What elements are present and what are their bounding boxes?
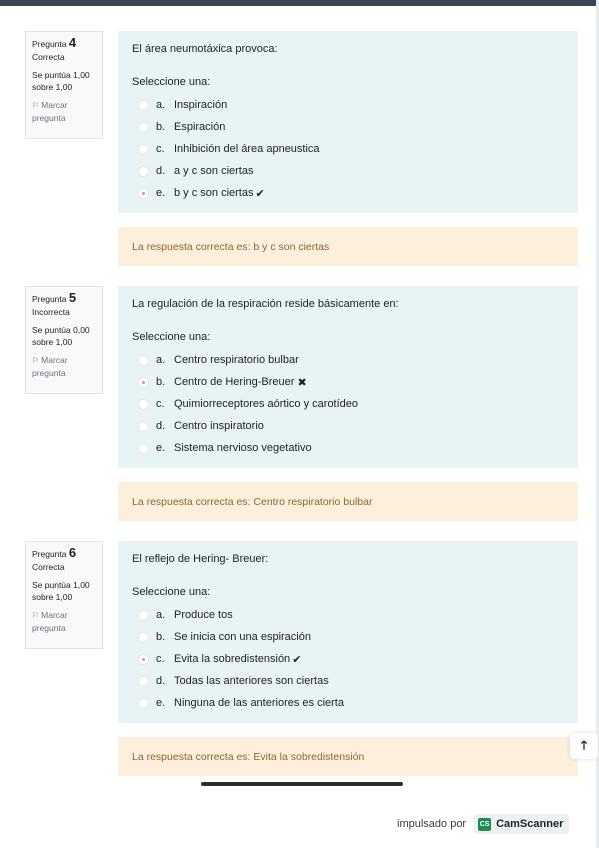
question-formulation	[118, 541, 578, 723]
answer-letter: c.	[156, 653, 165, 665]
flag-question-link[interactable]	[32, 609, 96, 634]
flag-label: Marcar pregunta	[32, 100, 68, 123]
question-label: Pregunta	[32, 549, 67, 559]
arrow-up-icon: 🡑	[580, 737, 588, 752]
radio-button[interactable]	[138, 676, 149, 687]
answer-option-e[interactable]	[132, 437, 564, 459]
question-grade: Se puntúa 1,00 sobre 1,00	[32, 580, 90, 602]
question-text: La regulación de la respiración reside básicamente en:	[132, 298, 399, 310]
answer-letter: a.	[156, 99, 166, 111]
question-text: El reflejo de Hering- Breuer:	[132, 553, 269, 565]
question-grade: Se puntúa 0,00 sobre 1,00	[32, 325, 90, 347]
question-number: 4	[68, 35, 77, 50]
radio-button-checked[interactable]	[138, 654, 149, 665]
answer-text: Todas las anteriores son ciertas	[174, 675, 329, 687]
question-label: Pregunta	[32, 39, 67, 49]
question-text: El área neumotáxica provoca:	[132, 43, 278, 55]
answer-letter: c.	[156, 143, 165, 155]
flag-icon: ⚐	[32, 101, 40, 110]
answer-option-a[interactable]	[132, 349, 564, 371]
answer-text: a y c son ciertas	[174, 165, 254, 177]
answer-option-b[interactable]	[132, 371, 564, 393]
top-bar	[0, 0, 599, 6]
flag-icon: ⚐	[32, 611, 40, 620]
answer-list	[132, 94, 564, 204]
answer-list	[132, 349, 564, 459]
correct-answer-feedback: La respuesta correcta es: b y c son ciertas	[118, 227, 578, 266]
answer-option-c[interactable]	[132, 648, 564, 670]
answer-letter: e.	[156, 697, 166, 709]
radio-button-checked[interactable]	[138, 377, 149, 388]
question-number: 6	[68, 545, 77, 560]
correct-check-icon: ✔	[255, 187, 265, 200]
answer-letter: e.	[156, 187, 166, 199]
answer-letter: b.	[156, 121, 166, 133]
answer-text: Centro de Hering-Breuer	[174, 376, 295, 388]
answer-letter: d.	[156, 165, 166, 177]
answer-letter: b.	[156, 631, 166, 643]
radio-button-checked[interactable]	[138, 188, 149, 199]
radio-button[interactable]	[138, 610, 149, 621]
question-formulation	[118, 31, 578, 213]
camscanner-logo	[474, 814, 569, 834]
answer-list	[132, 604, 564, 714]
answer-prompt: Seleccione una:	[132, 76, 211, 88]
answer-text: Sistema nervioso vegetativo	[174, 442, 312, 454]
camscanner-name: CamScanner	[496, 818, 564, 830]
radio-button[interactable]	[138, 632, 149, 643]
correct-answer-feedback: La respuesta correcta es: Evita la sobredistensión	[118, 737, 578, 776]
home-indicator	[201, 782, 403, 786]
answer-letter: c.	[156, 398, 165, 410]
question-state: Correcta	[32, 52, 65, 62]
answer-text: Inhibición del área apneustica	[174, 143, 320, 155]
answer-text: Produce tos	[174, 609, 233, 621]
answer-option-c[interactable]	[132, 138, 564, 160]
answer-option-a[interactable]	[132, 94, 564, 116]
answer-option-b[interactable]	[132, 626, 564, 648]
question-info	[25, 541, 103, 649]
question-state: Correcta	[32, 562, 65, 572]
flag-question-link[interactable]	[32, 354, 96, 379]
answer-option-e[interactable]	[132, 182, 564, 204]
flag-label: Marcar pregunta	[32, 610, 68, 633]
answer-option-d[interactable]	[132, 160, 564, 182]
question-grade: Se puntúa 1,00 sobre 1,00	[32, 70, 90, 92]
radio-button[interactable]	[138, 144, 149, 155]
flag-question-link[interactable]	[32, 99, 96, 124]
camscanner-logo-icon: CS	[478, 818, 491, 831]
radio-button[interactable]	[138, 122, 149, 133]
answer-text: Centro inspiratorio	[174, 420, 264, 432]
correct-answer-feedback: La respuesta correcta es: Centro respiratorio bulbar	[118, 482, 578, 521]
answer-text: Espiración	[174, 121, 226, 133]
answer-prompt: Seleccione una:	[132, 586, 211, 598]
radio-button[interactable]	[138, 166, 149, 177]
back-to-top-button[interactable]	[570, 733, 598, 759]
incorrect-x-icon: ✖	[297, 376, 307, 389]
answer-text: Quimiorreceptores aórtico y carotídeo	[174, 398, 359, 410]
answer-text: Se inicia con una espiración	[174, 631, 311, 643]
flag-icon: ⚐	[32, 356, 40, 365]
radio-button[interactable]	[138, 421, 149, 432]
question-formulation	[118, 286, 578, 468]
answer-letter: a.	[156, 354, 166, 366]
question-info	[25, 286, 103, 394]
answer-option-b[interactable]	[132, 116, 564, 138]
answer-prompt: Seleccione una:	[132, 331, 211, 343]
answer-letter: d.	[156, 420, 166, 432]
correct-check-icon: ✔	[292, 653, 302, 666]
answer-text: Evita la sobredistensión	[174, 653, 291, 665]
radio-button[interactable]	[138, 355, 149, 366]
radio-button[interactable]	[138, 399, 149, 410]
radio-button[interactable]	[138, 443, 149, 454]
question-number: 5	[68, 290, 77, 305]
camscanner-watermark	[397, 814, 569, 834]
answer-text: Centro respiratorio bulbar	[174, 354, 299, 366]
answer-letter: e.	[156, 442, 166, 454]
answer-letter: a.	[156, 609, 166, 621]
answer-text: Ninguna de las anteriores es cierta	[174, 697, 344, 709]
answer-option-e[interactable]	[132, 692, 564, 714]
radio-button[interactable]	[138, 698, 149, 709]
answer-option-d[interactable]	[132, 415, 564, 437]
question-info	[25, 31, 103, 139]
watermark-text: impulsado por	[397, 818, 467, 830]
flag-label: Marcar pregunta	[32, 355, 68, 378]
answer-letter: b.	[156, 376, 166, 388]
question-state: Incorrecta	[32, 307, 70, 317]
question-label: Pregunta	[32, 294, 67, 304]
answer-text: Inspiración	[174, 99, 228, 111]
answer-option-d[interactable]	[132, 670, 564, 692]
radio-button[interactable]	[138, 100, 149, 111]
answer-option-c[interactable]	[132, 393, 564, 415]
answer-option-a[interactable]	[132, 604, 564, 626]
answer-text: b y c son ciertas	[174, 187, 254, 199]
answer-letter: d.	[156, 675, 166, 687]
